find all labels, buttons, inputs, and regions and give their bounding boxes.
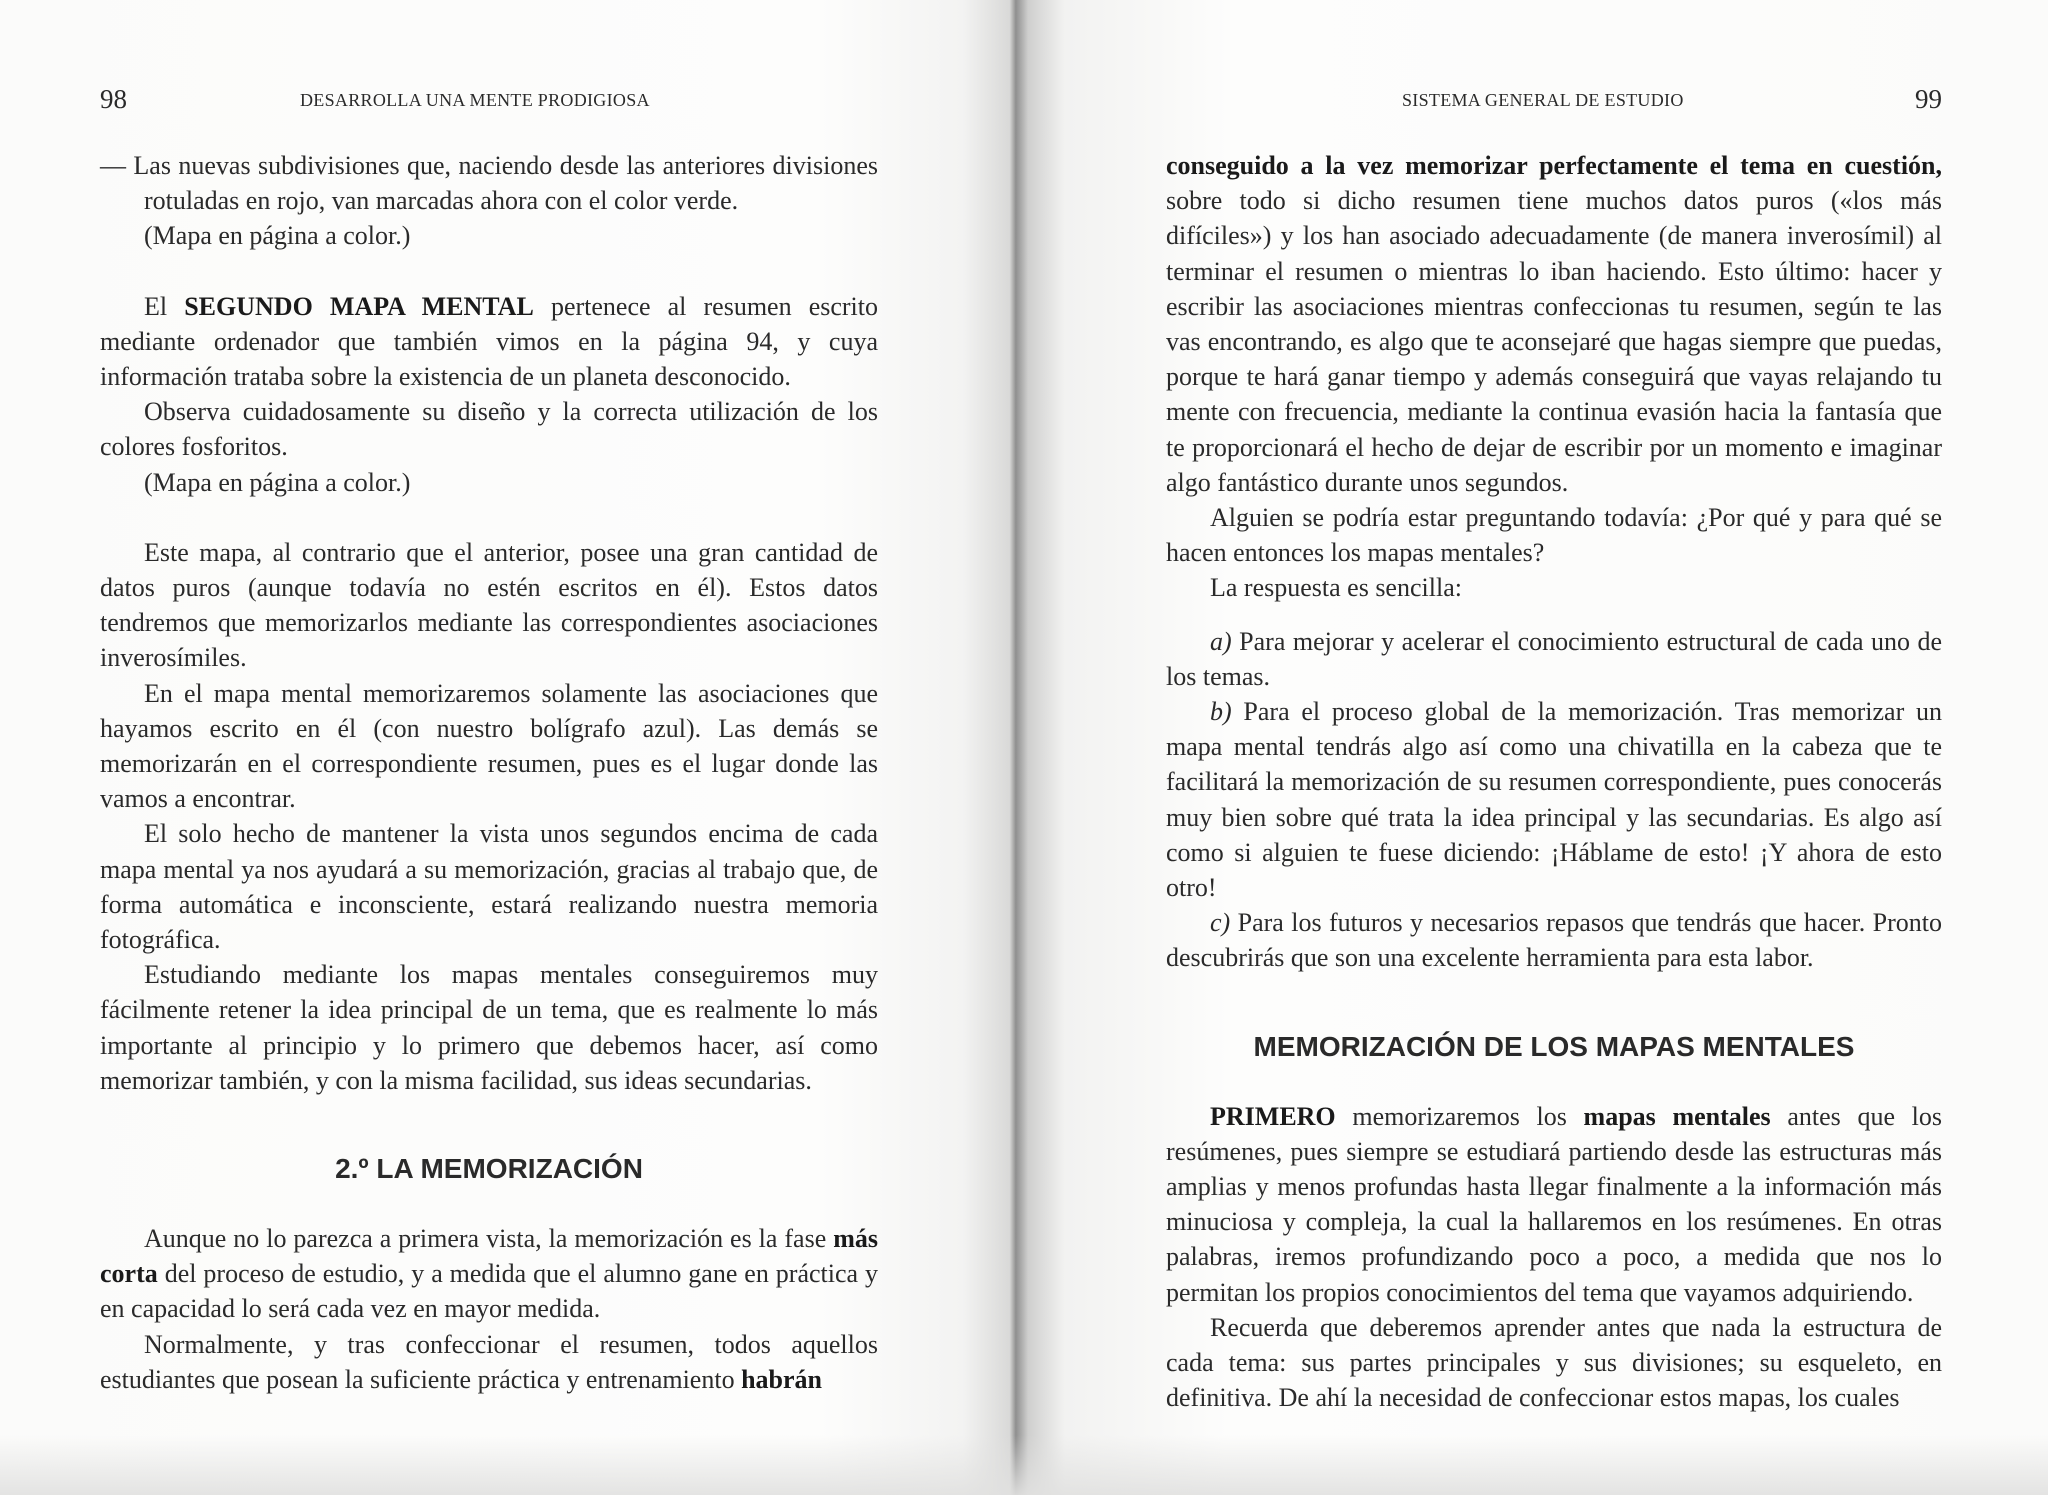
list-item-a: a) Para mejorar y acelerar el conocimiento estructural de cada uno de los temas. bbox=[1166, 626, 1942, 691]
paragraph: Alguien se podría estar preguntando todavía: ¿Por qué y para qué se hacen entonces los mapas mentales? bbox=[1166, 503, 1942, 568]
paragraph: Este mapa, al contrario que el anterior, posee una gran cantidad de datos puros (aunque todavía no estén escritos en él). Estos datos tendremos que memorizarlos mediante las correspondientes asociaciones inverosímiles. bbox=[100, 537, 878, 673]
paragraph: Observa cuidadosamente su diseño y la correcta utilización de los colores fosforitos. bbox=[100, 397, 878, 462]
left-page-body bbox=[100, 148, 878, 1397]
paragraph-fase-mas-corta: Aunque no lo parezca a primera vista, la memorización es la fase más corta del proceso de estudio, y a medida que el alumno gane en práctica y en capacidad lo será cada vez en mayor medida. bbox=[100, 1224, 878, 1324]
paragraph-segundo-mapa: El SEGUNDO MAPA MENTAL pertenece al resumen escrito mediante ordenador que también vimos en la página 94, y cuya información trataba sobre la existencia de un planeta desconocido. bbox=[100, 291, 878, 392]
paragraph: Recuerda que deberemos aprender antes que nada la estructura de cada tema: sus partes principales y sus divisiones; su esqueleto, en definitiva. De ahí la necesidad de confeccionar estos mapas, los cuales bbox=[1166, 1312, 1942, 1413]
paragraph-conseguido: conseguido a la vez memorizar perfectamente el tema en cuestión, sobre todo si dicho resumen tiene muchos datos puros («los más difíciles») y los han asociado adecuadamente (de manera inverosímil) al terminar el resumen o mientras lo iban haciendo. Esto último: hacer y escribir las asociaciones mientras confeccionas tu resumen, según te las vas encontrando, es algo que te aconsejaré que hagas siempre que puedas, porque te hará ganar tiempo y además conseguirá que vayas relajando tu mente con frecuencia, mediante la continua evasión hacia la fantasía que te proporcionará el hecho de dejar de escribir por un momento e imaginar algo fantástico durante unos segundos. bbox=[1166, 151, 1942, 497]
paragraph-normalmente: Normalmente, y tras confeccionar el resumen, todos aquellos estudiantes que posean la suficiente práctica y entrenamiento habrán bbox=[100, 1329, 878, 1394]
map-note-2: (Mapa en página a color.) bbox=[144, 467, 411, 497]
paragraph-primero: PRIMERO memorizaremos los mapas mentales antes que los resúmenes, pues siempre se estudiará partiendo desde las estructuras más amplias y menos profundas hasta llegar finalmente a la información más minuciosa y compleja, la cual la hallaremos en los resúmenes. En otras palabras, iremos profundizando poco a poco, a medida que nos lo permitan los propios conocimientos del tema que vayamos adquiriendo. bbox=[1166, 1101, 1943, 1307]
left-running-title: DESARROLLA UNA MENTE PRODIGIOSA bbox=[300, 90, 650, 110]
right-page-number: 99 bbox=[1915, 84, 1942, 114]
section-heading-memorizacion-mapas: MEMORIZACIÓN DE LOS MAPAS MENTALES bbox=[1253, 1030, 1855, 1062]
right-page-body bbox=[1166, 148, 1942, 1416]
left-page-number: 98 bbox=[100, 84, 127, 114]
right-running-head bbox=[1166, 84, 1942, 118]
list-item-b: b) Para el proceso global de la memorización. Tras memorizar un mapa mental tendrás algo así como una chivatilla en la cabeza que te facilitará la memorización de su resumen correspondiente, pues conocerás muy bien sobre qué trata la idea principal y las secundarias. Es algo así como si alguien te fuese diciendo: ¡Háblame de esto! ¡Y ahora de esto otro! bbox=[1166, 697, 1942, 903]
map-note-1: (Mapa en página a color.) bbox=[144, 221, 411, 251]
section-heading-memorizacion: 2.º LA MEMORIZACIÓN bbox=[335, 1153, 643, 1185]
right-page bbox=[1166, 0, 1942, 1495]
list-item-c: c) Para los futuros y necesarios repasos que tendrás que hacer. Pronto descubrirás que son una excelente herramienta para esta labor. bbox=[1166, 908, 1942, 973]
left-page bbox=[100, 0, 878, 1495]
page-bottom-shadow bbox=[0, 1435, 2048, 1495]
right-running-title: SISTEMA GENERAL DE ESTUDIO bbox=[1402, 90, 1684, 110]
paragraph: En el mapa mental memorizaremos solamente las asociaciones que hayamos escrito en él (con nuestro bolígrafo azul). Las demás se memorizarán en el correspondiente resumen, pues es el lugar donde las vamos a encontrar. bbox=[100, 678, 878, 814]
left-running-head bbox=[100, 84, 878, 118]
paragraph: El solo hecho de mantener la vista unos segundos encima de cada mapa mental ya nos ayudará a su memorización, gracias al trabajo que, de forma automática e inconsciente, estará realizando nuestra memoria fotográfica. bbox=[100, 819, 878, 955]
dash-item: — Las nuevas subdivisiones que, naciendo desde las anteriores divisiones rotuladas en rojo, van marcadas ahora con el color verde. bbox=[100, 151, 878, 216]
paragraph: Estudiando mediante los mapas mentales conseguiremos muy fácilmente retener la idea principal de un tema, que es realmente lo más importante al principio y lo primero que debemos hacer, así como memorizar también, y con la misma facilidad, sus ideas secundarias. bbox=[100, 960, 878, 1095]
paragraph: La respuesta es sencilla: bbox=[1210, 573, 1462, 603]
